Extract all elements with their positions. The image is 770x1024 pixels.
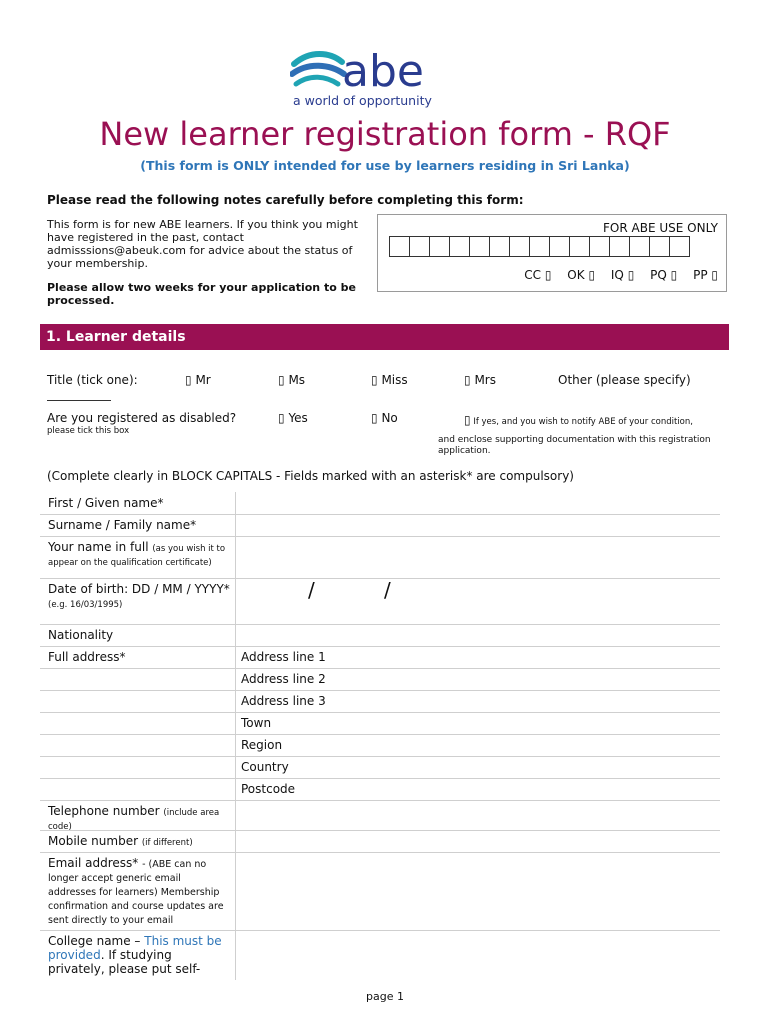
abe-reference-grid[interactable] xyxy=(389,236,689,257)
nationality-label: Nationality xyxy=(48,628,114,642)
title-label: Title (tick one): xyxy=(47,373,138,387)
college-required-note: This must be provided xyxy=(48,934,222,962)
disabled-notify[interactable]: ▯ If yes, and you wish to notify ABE of your condition, xyxy=(464,413,693,427)
checkbox-icon: ▯ xyxy=(464,413,471,427)
abe-grid-cell[interactable] xyxy=(589,236,610,257)
abe-use-only-box xyxy=(377,214,727,292)
notes-allow: Please allow two weeks for your application to be processed. xyxy=(47,281,356,307)
full-name-hint: (as you wish it to appear on the qualification certificate) xyxy=(48,544,226,568)
row-postcode[interactable] xyxy=(40,778,720,801)
college-label: College name – This must be provided. If studying privately, please put self- xyxy=(48,934,222,976)
dob-separator: / xyxy=(308,578,315,602)
mobile-hint: (if different) xyxy=(141,838,193,848)
row-town[interactable] xyxy=(40,712,720,735)
title-option-ms[interactable]: ▯ Ms xyxy=(278,373,306,387)
notes-body: This form is for new ABE learners. If you think you might have registered in the past, contact admisssions@abeuk.com for advice about the status of your membership. xyxy=(47,218,358,270)
surname-label: Surname / Family name* xyxy=(48,518,197,532)
caps-note: (Complete clearly in BLOCK CAPITALS - Fields marked with an asterisk* are compulsory) xyxy=(47,469,574,483)
checkbox-icon: ▯ xyxy=(371,411,378,425)
code-cc[interactable]: CC ▯ xyxy=(524,268,552,282)
row-date-of-birth[interactable] xyxy=(40,578,720,625)
row-address-line-3[interactable] xyxy=(40,690,720,713)
code-ok[interactable]: OK ▯ xyxy=(567,268,596,282)
checkbox-icon: ▯ xyxy=(371,373,378,387)
abe-grid-cell[interactable] xyxy=(549,236,570,257)
abe-grid-cell[interactable] xyxy=(569,236,590,257)
checkbox-icon: ▯ xyxy=(544,268,552,282)
country-label: Country xyxy=(241,760,289,774)
abe-codes xyxy=(512,268,718,282)
disabled-label: Are you registered as disabled? xyxy=(47,411,237,425)
address-line-2-label: Address line 2 xyxy=(241,672,326,686)
row-surname[interactable] xyxy=(40,514,720,537)
checkbox-icon: ▯ xyxy=(588,268,596,282)
email-hint: - (ABE can no longer accept generic email addresses for learners) Membership confirmation and course updates are sent directly to your email xyxy=(48,859,224,926)
disabled-option-yes[interactable]: ▯ Yes xyxy=(278,411,308,425)
dob-separator: / xyxy=(384,578,391,602)
svg-text:abe: abe xyxy=(342,46,424,94)
row-address-line-2[interactable] xyxy=(40,668,720,691)
telephone-hint: (include area code) xyxy=(48,808,220,832)
disabled-enclose: and enclose supporting documentation with this registration application. xyxy=(438,435,711,456)
abe-grid-cell[interactable] xyxy=(649,236,670,257)
row-first-name[interactable] xyxy=(40,492,720,515)
row-region[interactable] xyxy=(40,734,720,757)
disabled-hint: please tick this box xyxy=(47,426,130,436)
mobile-label: Mobile number (if different) xyxy=(48,834,193,848)
region-label: Region xyxy=(241,738,283,752)
checkbox-icon: ▯ xyxy=(670,268,678,282)
title-option-mr[interactable]: ▯ Mr xyxy=(185,373,211,387)
abe-grid-cell[interactable] xyxy=(429,236,450,257)
title-other-line[interactable] xyxy=(47,400,111,401)
checkbox-icon: ▯ xyxy=(278,411,285,425)
abe-use-only-title: FOR ABE USE ONLY xyxy=(603,221,718,235)
page-subtitle: (This form is ONLY intended for use by learners residing in Sri Lanka) xyxy=(140,158,630,173)
title-option-mrs[interactable]: ▯ Mrs xyxy=(464,373,496,387)
abe-swirl-icon xyxy=(290,46,490,94)
row-country[interactable] xyxy=(40,756,720,779)
notes-heading: Please read the following notes carefully before completing this form: xyxy=(47,193,524,207)
postcode-label: Postcode xyxy=(241,782,296,796)
abe-grid-cell[interactable] xyxy=(529,236,550,257)
abe-grid-cell[interactable] xyxy=(469,236,490,257)
abe-grid-cell[interactable] xyxy=(629,236,650,257)
first-name-label: First / Given name* xyxy=(48,496,164,510)
row-email[interactable] xyxy=(40,852,720,931)
checkbox-icon: ▯ xyxy=(185,373,192,387)
page-number: page 1 xyxy=(366,990,404,1003)
section-title: 1. Learner details xyxy=(40,324,729,350)
checkbox-icon: ▯ xyxy=(711,268,718,282)
abe-grid-cell[interactable] xyxy=(489,236,510,257)
town-label: Town xyxy=(241,716,272,730)
code-pq[interactable]: PQ ▯ xyxy=(650,268,678,282)
abe-grid-cell[interactable] xyxy=(509,236,530,257)
address-line-1-label: Address line 1 xyxy=(241,650,326,664)
dob-hint: (e.g. 16/03/1995) xyxy=(48,600,123,610)
row-address-line-1[interactable] xyxy=(40,646,720,669)
row-full-name[interactable] xyxy=(40,536,720,579)
row-telephone[interactable] xyxy=(40,800,720,831)
page-title: New learner registration form - RQF xyxy=(99,115,671,153)
code-iq[interactable]: IQ ▯ xyxy=(610,268,635,282)
dob-label: Date of birth: DD / MM / YYYY* (e.g. 16/03/1995) xyxy=(48,582,230,610)
title-other-label: Other (please specify) xyxy=(558,373,691,387)
abe-grid-cell[interactable] xyxy=(669,236,690,257)
row-college[interactable] xyxy=(40,930,720,980)
row-mobile[interactable] xyxy=(40,830,720,853)
abe-grid-cell[interactable] xyxy=(609,236,630,257)
checkbox-icon: ▯ xyxy=(278,373,285,387)
checkbox-icon: ▯ xyxy=(464,373,471,387)
abe-grid-cell[interactable] xyxy=(409,236,430,257)
abe-grid-cell[interactable] xyxy=(389,236,410,257)
checkbox-icon: ▯ xyxy=(627,268,635,282)
address-line-3-label: Address line 3 xyxy=(241,694,326,708)
abe-grid-cell[interactable] xyxy=(449,236,470,257)
row-nationality[interactable] xyxy=(40,624,720,647)
telephone-label: Telephone number (include area code) xyxy=(48,804,220,832)
title-option-miss[interactable]: ▯ Miss xyxy=(371,373,408,387)
disabled-option-no[interactable]: ▯ No xyxy=(371,411,398,425)
email-label: Email address* - (ABE can no longer accept generic email addresses for learners) Membership confirmation and course updates are sent directly to your email xyxy=(48,856,224,926)
code-pp[interactable]: PP ▯ xyxy=(693,268,718,282)
full-name-label: Your name in full (as you wish it to appear on the qualification certificate) xyxy=(48,540,226,568)
logo-tagline: a world of opportunity xyxy=(293,93,432,108)
full-address-label: Full address* xyxy=(48,650,126,664)
